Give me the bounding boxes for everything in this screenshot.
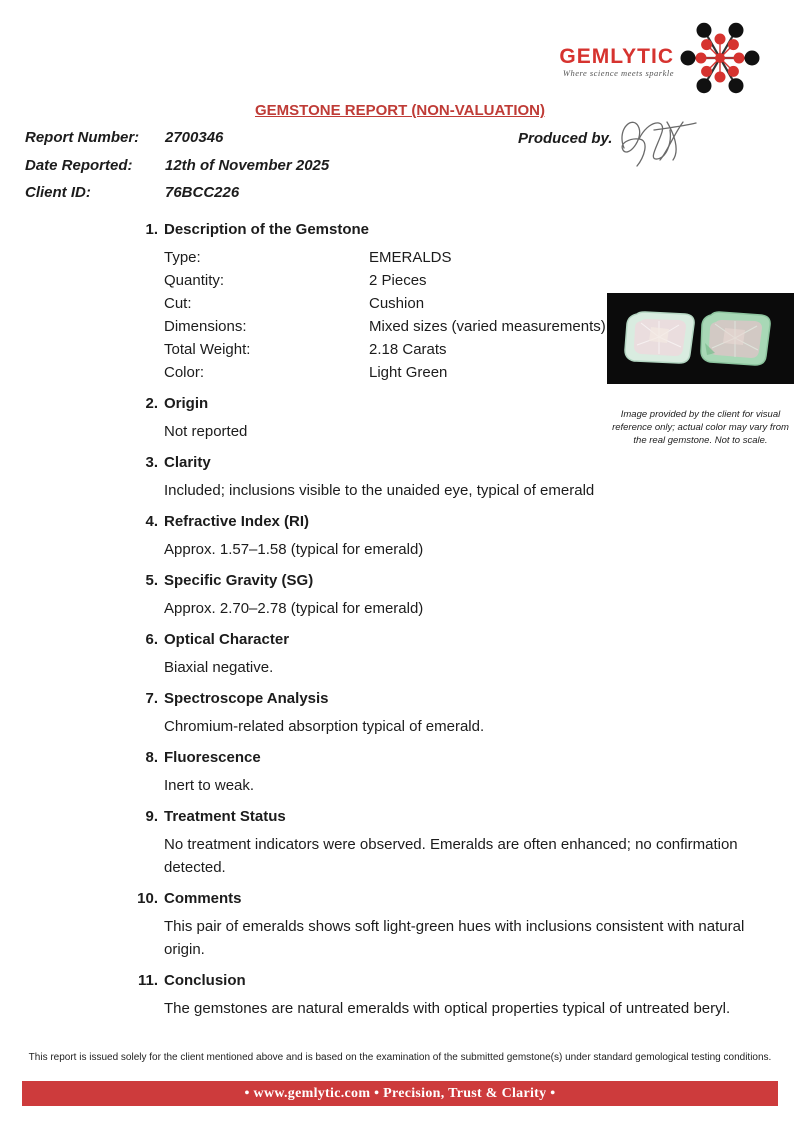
section-title: Conclusion [164,972,246,989]
section-fluorescence [128,746,778,797]
cut-value: Cushion [369,295,425,312]
brand-name: GEMLYTIC [559,44,674,68]
gemstone-photo [607,293,794,384]
section-title: Comments [164,890,242,907]
kv-row-type [164,246,778,269]
produced-by-label: Produced by. [518,130,613,147]
meta-row-report-number [25,129,329,157]
total-weight-label: Total Weight: [164,341,251,358]
gemstone-photo-caption: Image provided by the client for visual reference only; actual color may vary from the real gemstone. Not to scale. [612,409,789,446]
section-number: 8. [145,749,158,766]
brand-tagline: Where science meets sparkle [562,67,674,78]
section-title: Specific Gravity (SG) [164,572,314,589]
section-optical-character [128,628,778,679]
report-number-label: Report Number: [25,129,140,146]
starburst-logo-icon [680,18,760,98]
color-label: Color: [164,364,205,381]
section-body: This pair of emeralds shows soft light-green hues with inclusions consistent with natural origin. [164,918,745,958]
quantity-value: 2 Pieces [369,272,427,289]
section-body: Chromium-related absorption typical of emerald. [164,718,485,735]
section-body: Approx. 1.57–1.58 (typical for emerald) [164,541,424,558]
section-conclusion [128,969,778,1020]
footer-bar [22,1081,778,1106]
section-refractive-index [128,510,778,561]
gemstone-figure [607,293,794,447]
section-number: 6. [145,631,158,648]
section-title: Treatment Status [164,808,286,825]
meta-row-client-id [25,184,329,212]
brand-logo-text [559,44,674,78]
section-treatment-status [128,805,778,879]
section-number: 7. [145,690,158,707]
section-number: 2. [145,395,158,412]
client-id-value: 76BCC226 [165,184,240,201]
section-body: Not reported [164,423,248,440]
section-body: The gemstones are natural emeralds with optical properties typical of untreated beryl. [164,1000,731,1017]
section-title: Description of the Gemstone [164,221,370,238]
section-number: 11. [137,972,158,989]
type-label: Type: [164,249,201,266]
section-title: Fluorescence [164,749,261,766]
section-body: Included; inclusions visible to the unaided eye, typical of emerald [164,482,595,499]
section-clarity [128,451,778,502]
footer-disclaimer: This report is issued solely for the client mentioned above and is based on the examination of the submitted gemstone(s) under standard gemological testing conditions. [28,1052,772,1063]
section-title: Refractive Index (RI) [164,513,310,530]
report-meta [25,129,329,212]
section-body: Biaxial negative. [164,659,274,676]
section-number: 3. [145,454,158,471]
section-title: Origin [164,395,209,412]
kv-row-quantity [164,269,778,292]
producer-signature [610,108,715,174]
brand-logo [559,18,760,98]
dimensions-label: Dimensions: [164,318,247,335]
section-number: 10. [137,890,158,907]
section-body: Inert to weak. [164,777,255,794]
section-body: Approx. 2.70–2.78 (typical for emerald) [164,600,424,617]
section-body: No treatment indicators were observed. Emeralds are often enhanced; no confirmation detected. [164,836,738,876]
section-comments [128,887,778,961]
total-weight-value: 2.18 Carats [369,341,447,358]
section-title: Clarity [164,454,211,471]
quantity-label: Quantity: [164,272,225,289]
report-title: GEMSTONE REPORT (NON-VALUATION) [255,102,545,119]
meta-row-date-reported [25,157,329,185]
client-id-label: Client ID: [25,184,91,201]
section-spectroscope-analysis [128,687,778,738]
section-title: Optical Character [164,631,290,648]
date-reported-value: 12th of November 2025 [165,156,330,174]
dimensions-value: Mixed sizes (varied measurements) [369,318,606,335]
type-value: EMERALDS [369,249,452,266]
date-reported-label: Date Reported: [25,156,133,174]
section-specific-gravity [128,569,778,620]
footer-bar-text: • www.gemlytic.com • Precision, Trust & Clarity • [244,1085,556,1101]
section-number: 1. [145,221,158,238]
section-number: 4. [145,513,158,530]
section-number: 9. [145,808,158,825]
cut-label: Cut: [164,295,192,312]
report-number-value: 2700346 [165,129,224,146]
section-title: Spectroscope Analysis [164,690,329,707]
color-value: Light Green [369,364,448,381]
section-number: 5. [145,572,158,589]
